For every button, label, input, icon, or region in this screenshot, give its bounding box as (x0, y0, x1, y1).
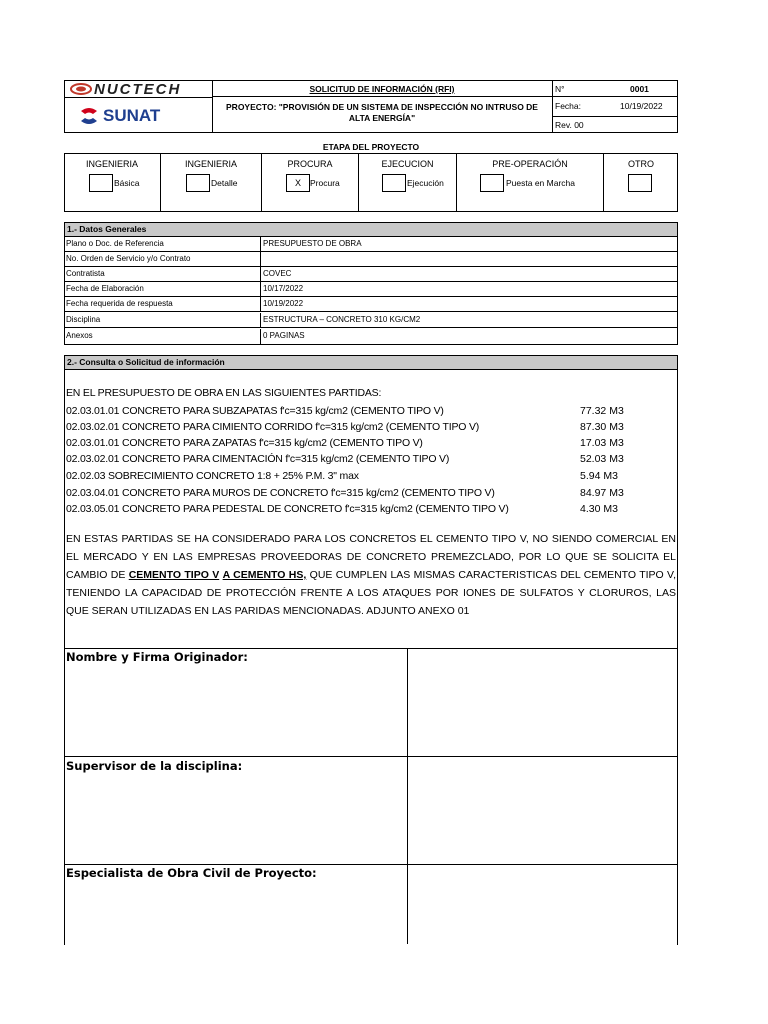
nuctech-logo-icon (70, 83, 92, 95)
partida-item: 02.03.02.01 CONCRETO PARA CIMIENTO CORRIDO f'c=315 kg/cm2 (CEMENTO TIPO V) (66, 421, 480, 433)
general-row-value[interactable]: PRESUPUESTO DE OBRA (260, 237, 678, 251)
date-value: 10/19/2022 (620, 101, 663, 111)
number-value: 0001 (630, 84, 649, 94)
partida-quantity: 4.30 M3 (580, 503, 618, 515)
nuctech-logo (70, 81, 210, 97)
general-row-label: Anexos (66, 331, 93, 340)
general-row (64, 267, 678, 282)
sunat-logo (78, 104, 208, 128)
general-row (64, 313, 678, 328)
stage-checkbox-detalle[interactable] (186, 174, 210, 192)
nuctech-logo-text: NUCTECH (94, 80, 182, 98)
signature-originator-label: Nombre y Firma Originador: (66, 650, 248, 664)
general-row-value[interactable]: 10/19/2022 (260, 297, 678, 311)
stage-label-4: Ejecución (407, 178, 444, 188)
partida-quantity: 87.30 M3 (580, 421, 624, 433)
general-row-value[interactable] (260, 252, 678, 266)
general-row (64, 282, 678, 297)
stage-label-5: Puesta en Marcha (506, 178, 575, 188)
query-paragraph (66, 530, 676, 620)
partida-quantity: 52.03 M3 (580, 453, 624, 465)
partida-quantity: 5.94 M3 (580, 470, 618, 482)
stage-checkbox-otro[interactable] (628, 174, 652, 192)
paragraph-highlight-1: CEMENTO TIPO V (128, 569, 220, 581)
date-label: Fecha: (555, 101, 581, 111)
project-title: PROYECTO: "PROVISIÓN DE UN SISTEMA DE INSPECCIÓN NO INTRUSO DE ALTA ENERGÍA" (226, 102, 538, 123)
sunat-logo-text: SUNAT (103, 106, 161, 125)
stage-checkbox-basica[interactable] (89, 174, 113, 192)
signature-specialist-field[interactable] (408, 865, 677, 943)
general-title-bar (64, 222, 678, 237)
stage-head-2: INGENIERIA (184, 159, 237, 169)
partida-item: 02.03.04.01 CONCRETO PARA MUROS DE CONCRETO f'c=315 kg/cm2 (CEMENTO TIPO V) (66, 487, 495, 499)
stage-label-3: Procura (310, 178, 340, 188)
stage-label-1: Básica (114, 178, 140, 188)
signature-originator-field[interactable] (408, 649, 677, 755)
general-row-value[interactable]: 10/17/2022 (260, 282, 678, 296)
stage-head-6: OTRO (628, 159, 654, 169)
number-label: N° (555, 84, 565, 94)
partida-quantity: 84.97 M3 (580, 487, 624, 499)
stage-title: ETAPA DEL PROYECTO (322, 142, 420, 152)
general-row-label: No. Orden de Servicio y/o Contrato (66, 254, 191, 263)
general-row-label: Fecha requerida de respuesta (66, 299, 173, 308)
general-row (64, 329, 678, 344)
stage-col-5 (457, 153, 604, 212)
stage-head-1: INGENIERIA (85, 159, 138, 169)
header-hline-1 (212, 96, 678, 97)
header-hline-2 (552, 116, 678, 117)
stage-col-3 (262, 153, 359, 212)
general-row-value[interactable]: COVEC (260, 267, 678, 281)
partida-item: 02.03.02.01 CONCRETO PARA CIMENTACIÓN f'c=315 kg/cm2 (CEMENTO TIPO V) (66, 453, 450, 465)
general-title: 1.- Datos Generales (67, 224, 147, 234)
general-row (64, 252, 678, 267)
stage-checkbox-ejecucion[interactable] (382, 174, 406, 192)
partida-quantity: 77.32 M3 (580, 405, 624, 417)
stage-checkbox-puesta-en-marcha[interactable] (480, 174, 504, 192)
stage-col-4 (359, 153, 457, 212)
signature-supervisor-label: Supervisor de la disciplina: (66, 759, 243, 773)
stage-head-3: PROCURA (287, 159, 333, 169)
header-divider-2 (552, 80, 553, 133)
stage-col-6 (604, 153, 678, 212)
revision: Rev. 00 (555, 120, 584, 130)
partida-item: 02.03.01.01 CONCRETO PARA ZAPATAS f'c=315 kg/cm2 (CEMENTO TIPO V) (66, 437, 423, 449)
general-row-value[interactable]: 0 PAGINAS (260, 329, 678, 344)
partida-item: 02.02.03 SOBRECIMIENTO CONCRETO 1:8 + 25% P.M. 3" max (66, 470, 359, 482)
stage-label-2: Detalle (211, 178, 238, 188)
query-title: 2.- Consulta o Solicitud de información (67, 357, 225, 367)
partida-item: 02.03.01.01 CONCRETO PARA SUBZAPATAS f'c=315 kg/cm2 (CEMENTO TIPO V) (66, 405, 444, 417)
partida-item: 02.03.05.01 CONCRETO PARA PEDESTAL DE CONCRETO f'c=315 kg/cm2 (CEMENTO TIPO V) (66, 503, 509, 515)
stage-col-2 (161, 153, 262, 212)
query-intro: EN EL PRESUPUESTO DE OBRA EN LAS SIGUIENTES PARTIDAS: (66, 387, 382, 399)
general-row-label: Fecha de Elaboración (66, 284, 144, 293)
general-row-label: Disciplina (66, 315, 101, 324)
paragraph-text-b: QUE CUMPLEN LAS MISMAS CARACTERISTICAS DEL CEMENTO TIPO V, TENIENDO LA CAPACIDAD DE PROTECCIÓN FRENTE A LOS ATAQUES POR IONES DE SULFATOS Y CLORUROS, LAS QUE SERAN UTILIZADAS EN LAS PARIDAS MENCIONADAS. ADJUNTO ANEXO 01 (66, 569, 677, 617)
signature-specialist-label: Especialista de Obra Civil de Proyecto: (66, 866, 317, 880)
stage-head-4: EJECUCION (381, 159, 434, 169)
stage-checkbox-procura[interactable]: X (286, 174, 310, 192)
general-row (64, 297, 678, 312)
sunat-logo-icon (78, 105, 100, 127)
general-row-label: Contratista (66, 269, 105, 278)
general-row-value[interactable]: ESTRUCTURA – CONCRETO 310 KG/CM2 (260, 313, 678, 327)
stage-head-5: PRE-OPERACIÓN (492, 159, 568, 169)
signature-supervisor-field[interactable] (408, 757, 677, 863)
stage-col-1 (64, 153, 161, 212)
query-title-bar (64, 355, 678, 370)
general-row (64, 237, 678, 252)
paragraph-text-a: EN ESTAS PARTIDAS SE HA CONSIDERADO PARA LOS CONCRETOS EL CEMENTO TIPO V, NO SIENDO COMERCIAL EN EL MERCADO Y EN LAS EMPRESAS PROVEEDORAS DE CONCRETO PREMEZCLADO, POR LO QUE SE SOLICITA EL CAMBIO DE (66, 533, 676, 581)
paragraph-highlight-2: A CEMENTO HS, (222, 569, 307, 581)
form-title: SOLICITUD DE INFORMACIÓN (RFI) (309, 84, 455, 94)
general-row-label: Plano o Doc. de Referencia (66, 239, 164, 248)
partida-quantity: 17.03 M3 (580, 437, 624, 449)
